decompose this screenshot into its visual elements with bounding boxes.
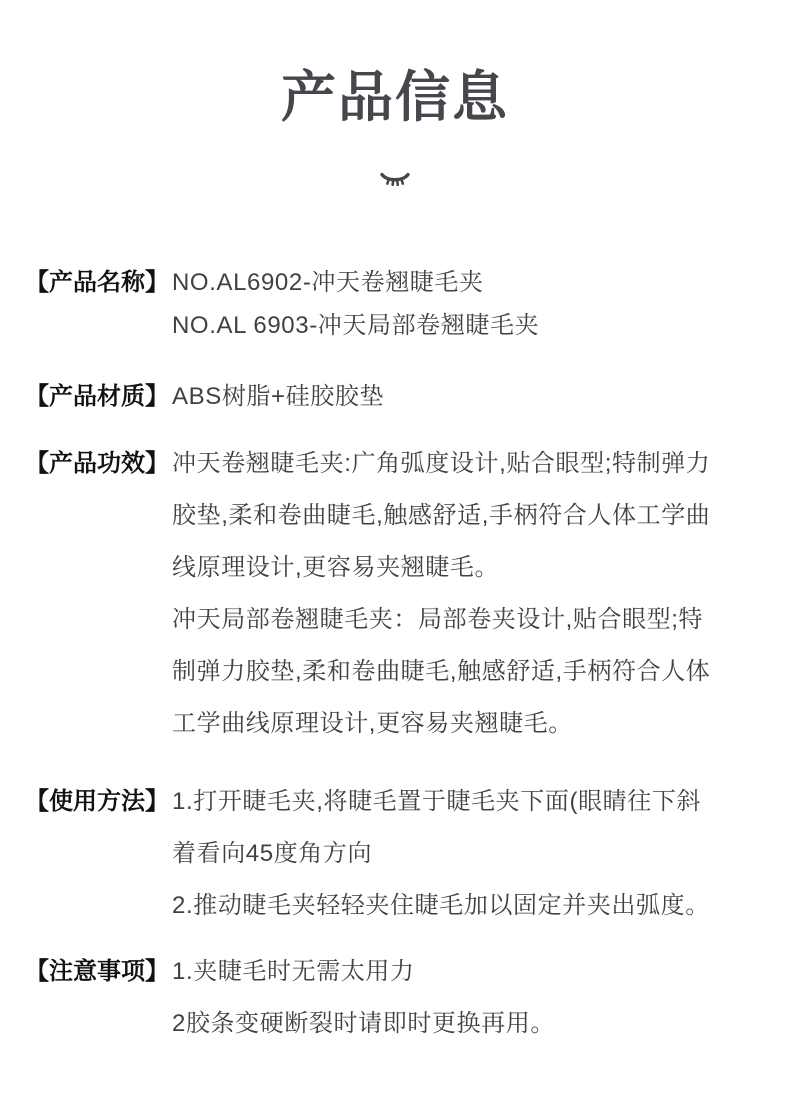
eyelash-icon <box>380 173 410 190</box>
section-material <box>25 371 770 423</box>
section-content <box>172 371 770 423</box>
section-label: 【产品功效】 <box>25 450 169 477</box>
section-content <box>172 946 770 1050</box>
sections-container <box>0 261 790 1050</box>
section-notes <box>25 946 770 1050</box>
section-line: 工学曲线原理设计,更容易夹翘睫毛。 <box>172 710 573 737</box>
section-line: 2胶条变硬断裂时请即时更换再用。 <box>172 1010 555 1037</box>
section-line: 冲天卷翘睫毛夹:广角弧度设计,贴合眼型;特制弹力 <box>172 450 711 477</box>
section-line: 线原理设计,更容易夹翘睫毛。 <box>172 554 500 581</box>
section-line: NO.AL 6903-冲天局部卷翘睫毛夹 <box>172 312 540 339</box>
section-line: 1.打开睫毛夹,将睫毛置于睫毛夹下面(眼睛往下斜 <box>172 788 702 815</box>
section-usage <box>25 776 770 932</box>
section-label: 【产品名称】 <box>25 269 169 296</box>
section-line: 1.夹睫毛时无需太用力 <box>172 958 415 985</box>
section-label: 【产品材质】 <box>25 383 169 410</box>
section-content <box>172 261 770 347</box>
page-title: 产品信息 <box>280 66 509 128</box>
section-effect <box>25 438 770 750</box>
section-product-name <box>25 261 770 347</box>
section-line: NO.AL6902-冲天卷翘睫毛夹 <box>172 269 484 296</box>
section-line: 冲天局部卷翘睫毛夹：局部卷夹设计,贴合眼型;特 <box>172 606 704 633</box>
title-divider <box>0 170 790 186</box>
section-line: 着看向45度角方向 <box>172 840 373 867</box>
section-line: 胶垫,柔和卷曲睫毛,触感舒适,手柄符合人体工学曲 <box>172 502 711 529</box>
section-label: 【注意事项】 <box>25 958 169 985</box>
section-line: 制弹力胶垫,柔和卷曲睫毛,触感舒适,手柄符合人体 <box>172 658 711 685</box>
section-content <box>172 438 770 750</box>
section-content <box>172 776 770 932</box>
section-line: ABS树脂+硅胶胶垫 <box>172 383 385 410</box>
section-label: 【使用方法】 <box>25 788 169 815</box>
section-line: 2.推动睫毛夹轻轻夹住睫毛加以固定并夹出弧度。 <box>172 892 710 919</box>
